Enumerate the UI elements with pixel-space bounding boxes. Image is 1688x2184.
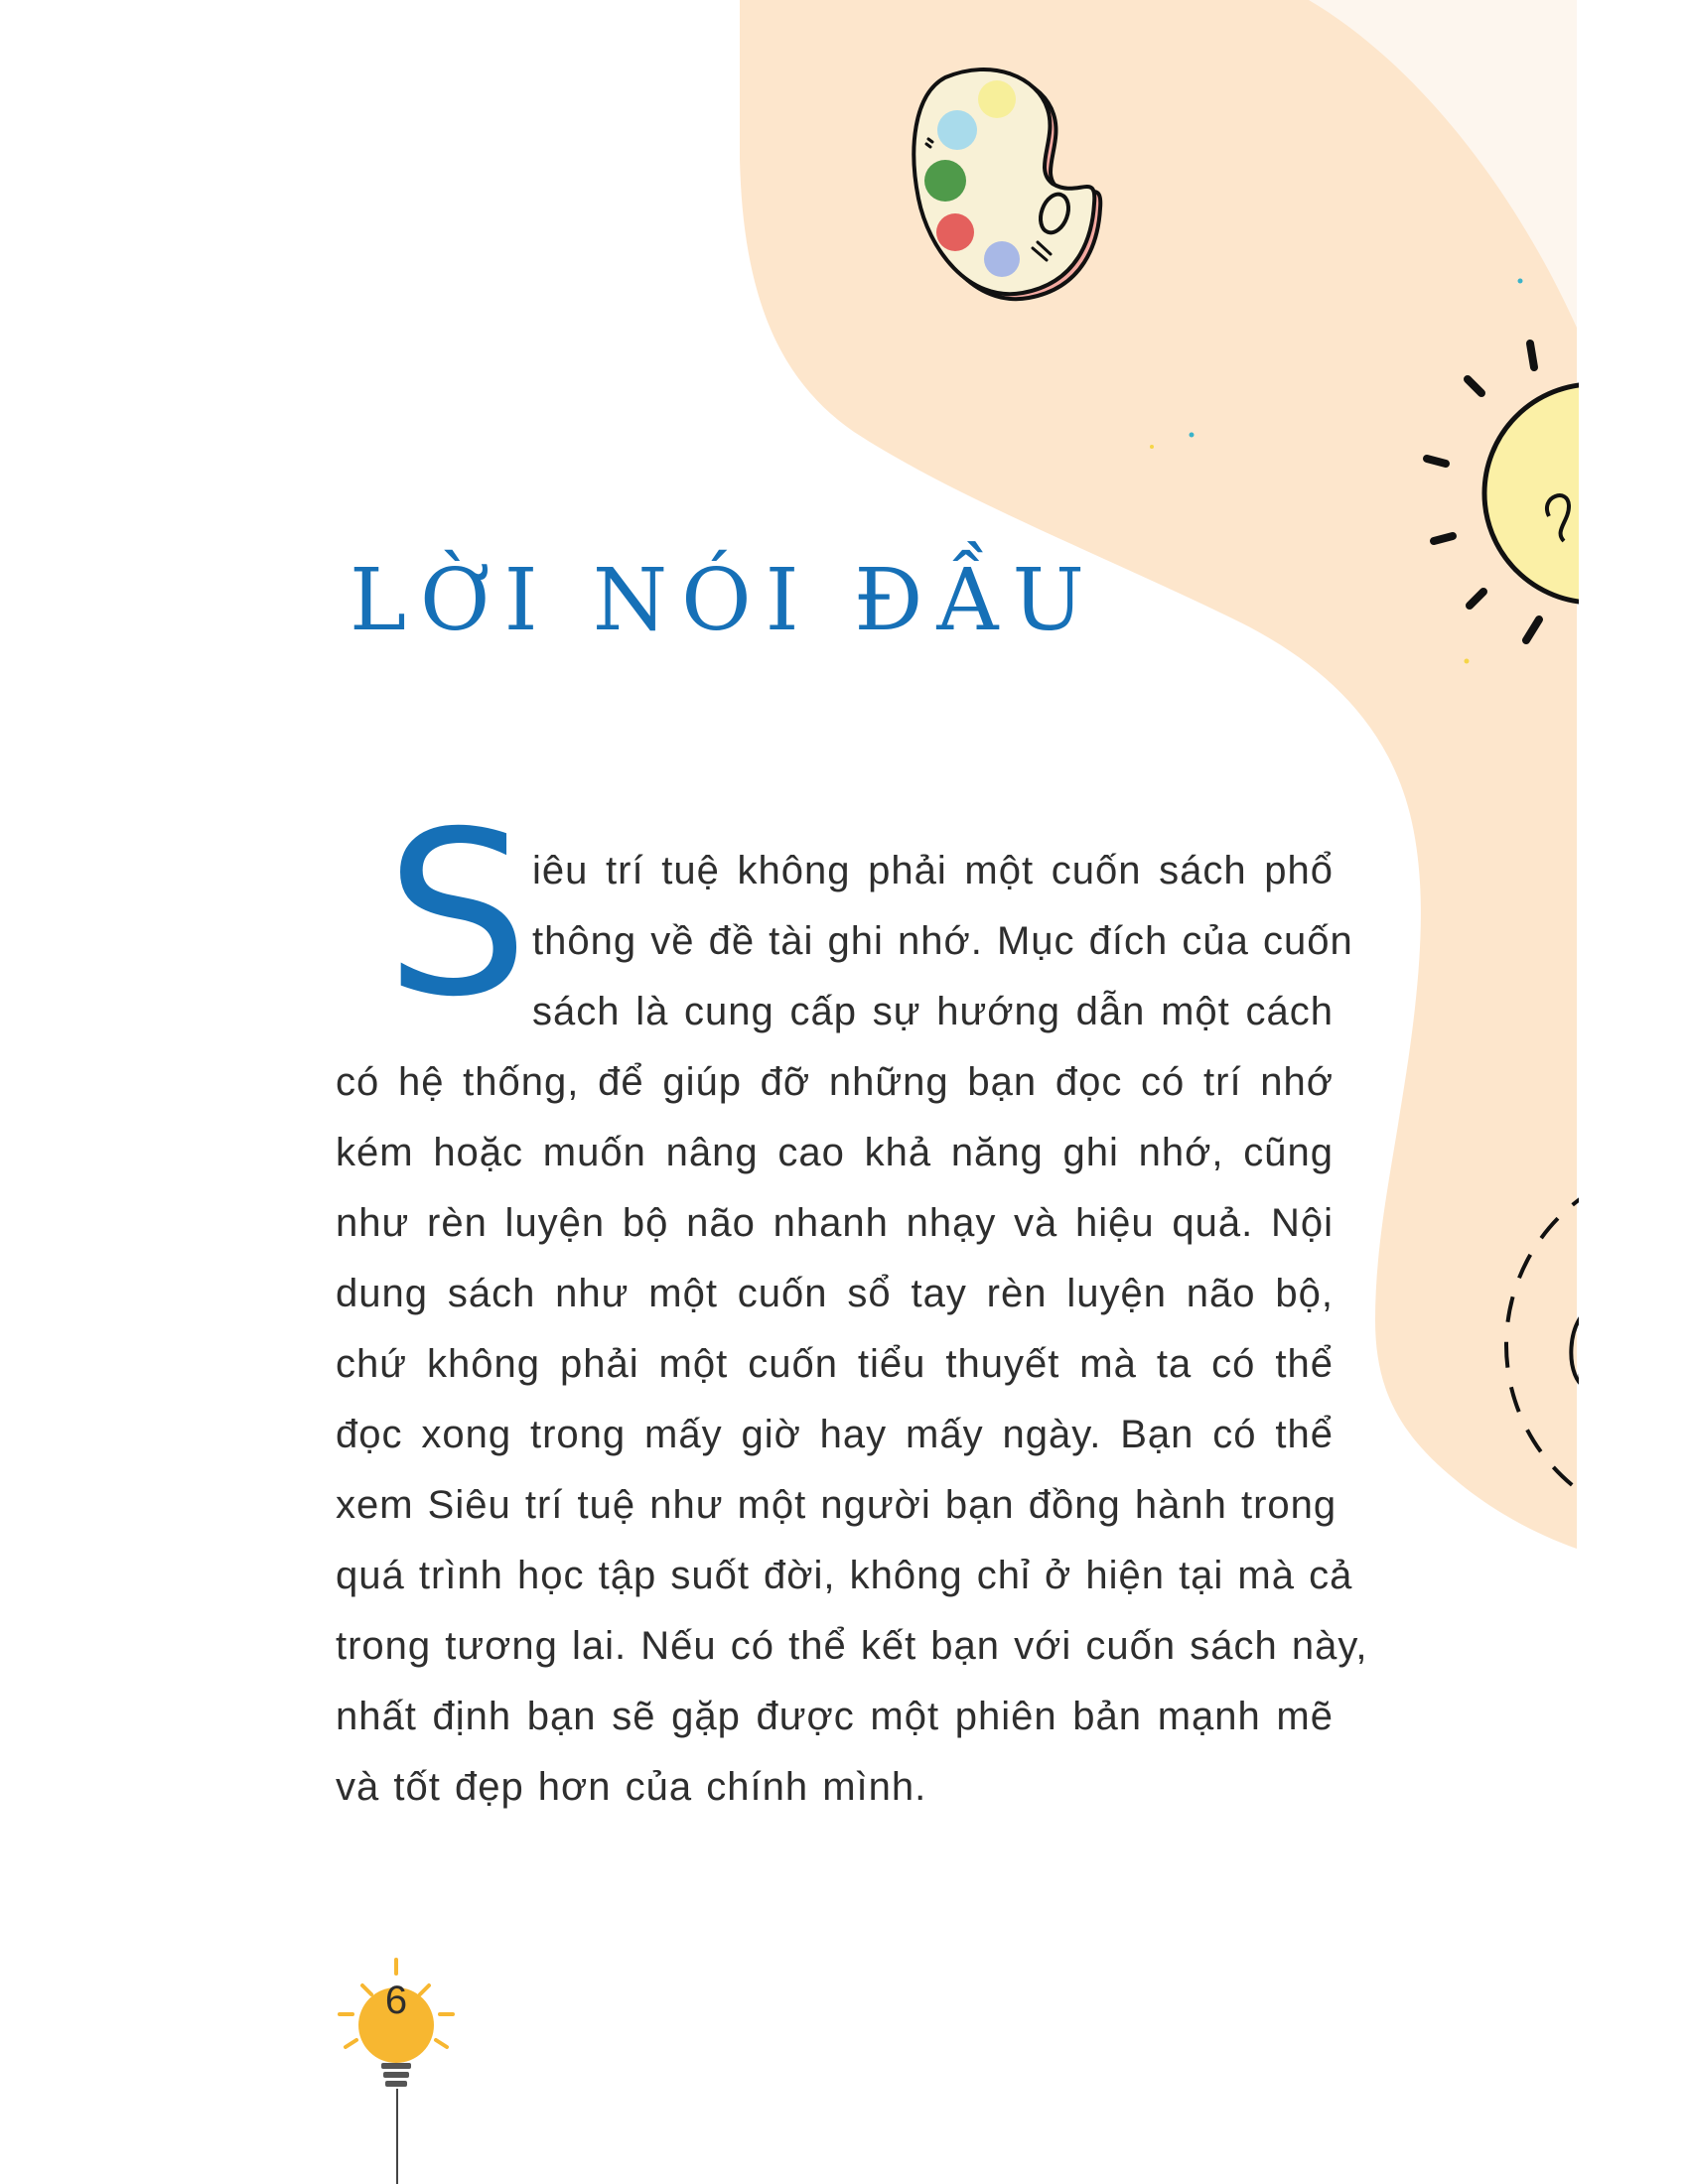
paragraph-line: dung sách như một cuốn sổ tay rèn luyện não bộ, [336, 1272, 1334, 1315]
paragraph-line: trong tương lai. Nếu có thể kết bạn với cuốn sách này, [336, 1624, 1368, 1668]
paragraph-line: đọc xong trong mấy giờ hay mấy ngày. Bạn có thể [336, 1413, 1334, 1456]
paragraph-line: iêu trí tuệ không phải một cuốn sách phổ [532, 849, 1334, 892]
paragraph-line: quá trình học tập suốt đời, không chỉ ở hiện tại mà cả [336, 1554, 1353, 1597]
drop-cap: S [385, 782, 529, 1046]
paragraph-line: sách là cung cấp sự hướng dẫn một cách [532, 990, 1334, 1033]
paragraph-line: xem Siêu trí tuệ như một người bạn đồng hành trong [336, 1483, 1337, 1527]
sparkle-dot [1150, 445, 1154, 449]
paragraph-line: có hệ thống, để giúp đỡ những bạn đọc có trí nhớ [336, 1060, 1334, 1104]
sparkle-dot [1518, 279, 1523, 284]
intro-paragraph [336, 782, 1368, 1829]
page-number: 6 [384, 1979, 408, 2022]
page-trim [1579, 0, 1688, 2184]
sparkle-dot [1465, 659, 1470, 664]
sparkle-dot [1190, 433, 1195, 438]
paragraph-line: nhất định bạn sẽ gặp được một phiên bản mạnh mẽ [336, 1695, 1334, 1738]
paragraph-line: thông về đề tài ghi nhớ. Mục đích của cuốn [532, 919, 1353, 963]
paragraph-line: chứ không phải một cuốn tiểu thuyết mà ta có thể [336, 1342, 1334, 1386]
paragraph-line: và tốt đẹp hơn của chính mình. [336, 1765, 927, 1809]
paragraph-line: như rèn luyện bộ não nhanh nhạy và hiệu quả. Nội [336, 1201, 1334, 1245]
page-heading: LỜI NÓI ĐẦU [350, 551, 1098, 650]
paragraph-line: kém hoặc muốn nâng cao khả năng ghi nhớ, cũng [336, 1131, 1334, 1174]
